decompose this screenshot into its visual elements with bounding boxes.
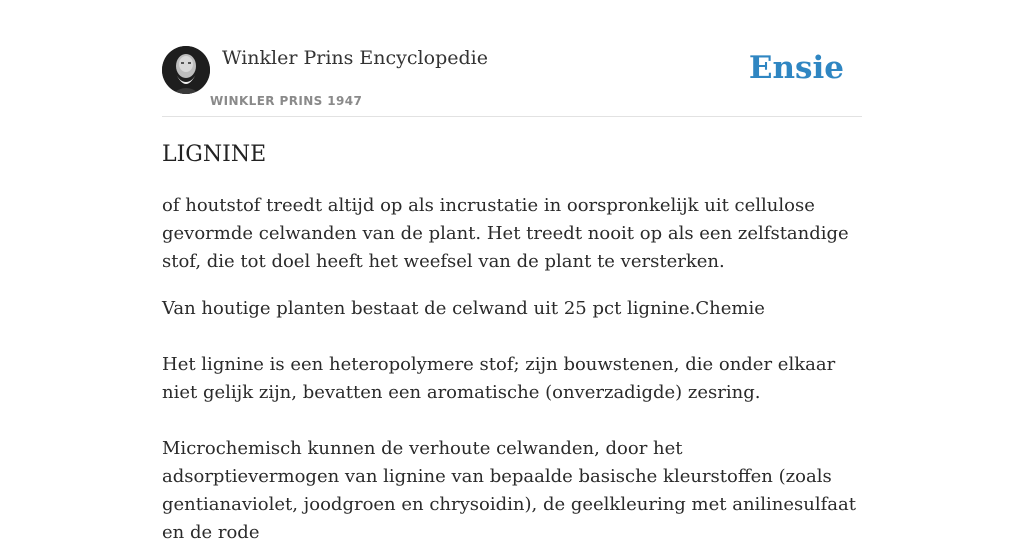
article-paragraph: Het lignine is een heteropolymere stof; zijn bouwstenen, die onder elkaar niet gelijk zijn, bevatten een aromatische (onverzadigde) zesring. bbox=[162, 354, 836, 403]
article-paragraph: of houtstof treedt altijd op als incrustatie in oorspronkelijk uit cellulose gevormde celwanden van de plant. Het treedt nooit op als een zelfstandige stof, die tot doel heeft het weefsel van de plant te versterken. bbox=[162, 195, 849, 272]
page-container bbox=[162, 0, 862, 543]
article-paragraph: Van houtige planten bestaat de celwand uit 25 pct lignine.Chemie bbox=[162, 298, 765, 319]
page-title: LIGNINE bbox=[162, 142, 267, 167]
site-subtitle[interactable]: WINKLER PRINS 1947 bbox=[210, 94, 363, 108]
site-name[interactable]: Winkler Prins Encyclopedie bbox=[222, 47, 488, 69]
article-body bbox=[162, 192, 862, 547]
portrait-avatar-icon[interactable] bbox=[162, 46, 210, 94]
article-paragraph: Microchemisch kunnen de verhoute celwanden, door het adsorptievermogen van lignine van bepaalde basische kleurstoffen (zoals gentianaviolet, joodgroen en chrysoidin), de geelkleuring met anilinesulfaat en de rode bbox=[162, 438, 857, 543]
portrait-image bbox=[162, 46, 210, 94]
header bbox=[162, 0, 862, 117]
brand-logo[interactable]: Ensie bbox=[748, 50, 844, 86]
